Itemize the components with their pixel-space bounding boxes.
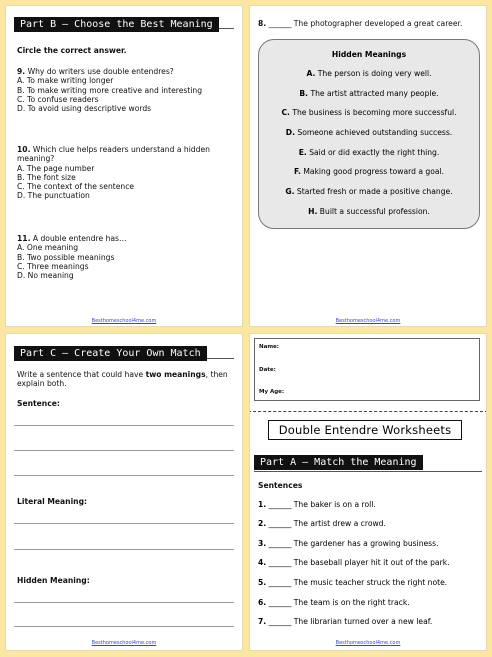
- writing-line[interactable]: [14, 475, 234, 476]
- part-c-instruction: Write a sentence that could have two meanings, then: [17, 370, 228, 379]
- worksheet-page-part-c: [5, 333, 243, 651]
- literal-meaning-label: Literal Meaning:: [17, 497, 88, 506]
- hidden-meaning-h: H. Built a successful profession.: [308, 207, 430, 216]
- part-b-header: Part B – Choose the Best Meaning: [14, 17, 219, 32]
- writing-line[interactable]: [14, 450, 234, 451]
- answer-blank[interactable]: ______: [268, 519, 292, 528]
- writing-line[interactable]: [14, 549, 234, 550]
- footer-link[interactable]: Besthomeschool4me.com: [335, 640, 401, 646]
- answer-blank[interactable]: ______: [268, 539, 292, 548]
- answer-blank[interactable]: ______: [268, 578, 292, 587]
- sentence-1: 1. ______ The baker is on a roll.: [258, 500, 376, 509]
- option[interactable]: C. The context of the sentence: [17, 182, 135, 192]
- question-text: A double entendre has…: [32, 234, 127, 243]
- writing-line[interactable]: [14, 425, 234, 426]
- sentence-6: 6. ______ The team is on the right track.: [258, 598, 410, 607]
- question-text: The photographer developed a great career.: [293, 19, 463, 28]
- sentences-label: Sentences: [258, 481, 303, 490]
- question-text: Why do writers use double entendres?: [27, 67, 174, 76]
- worksheet-page-hidden-meanings: [249, 5, 487, 327]
- option[interactable]: D. To avoid using descriptive words: [17, 104, 152, 114]
- question-number: 11.: [17, 234, 31, 243]
- writing-line[interactable]: [14, 523, 234, 524]
- hidden-meaning-a: A. The person is doing very well.: [306, 69, 432, 78]
- option[interactable]: A. To make writing longer: [17, 76, 114, 86]
- hidden-meaning-d: D. Someone achieved outstanding success.: [285, 128, 453, 137]
- sentence-5: 5. ______ The music teacher struck the right note.: [258, 578, 448, 587]
- hidden-meaning-b: B. The artist attracted many people.: [299, 89, 439, 98]
- hidden-meaning-e: E. Said or did exactly the right thing.: [298, 148, 440, 157]
- question-10: [17, 145, 210, 201]
- answer-blank[interactable]: ______: [268, 500, 292, 509]
- hidden-meaning-label: Hidden Meaning:: [17, 576, 90, 585]
- part-a-header: Part A – Match the Meaning: [254, 455, 423, 470]
- writing-line[interactable]: [14, 626, 234, 627]
- option[interactable]: B. Two possible meanings: [17, 252, 115, 262]
- date-field[interactable]: Date:: [259, 367, 276, 373]
- hidden-meaning-g: G. Started fresh or made a positive change.: [285, 187, 453, 196]
- answer-blank[interactable]: ______: [268, 617, 292, 626]
- worksheet-page-part-a: [249, 333, 487, 651]
- answer-blank[interactable]: ______: [268, 19, 292, 28]
- part-c-instruction-2: explain both.: [17, 379, 67, 388]
- question-number: 9.: [17, 67, 26, 76]
- writing-line[interactable]: [14, 602, 234, 603]
- sentence-3: 3. ______ The gardener has a growing business.: [258, 539, 439, 548]
- question-11: [17, 234, 127, 280]
- question-number: 10.: [17, 145, 31, 154]
- question-number: 8.: [258, 19, 267, 28]
- footer-link[interactable]: Besthomeschool4me.com: [91, 640, 157, 646]
- part-c-header: Part C – Create Your Own Match: [14, 346, 207, 361]
- option[interactable]: A. One meaning: [17, 243, 79, 253]
- sentence-7: 7. ______ The librarian turned over a new leaf.: [258, 617, 433, 626]
- answer-blank[interactable]: ______: [268, 558, 292, 567]
- dashed-divider: [249, 411, 487, 412]
- question-text: meaning?: [17, 154, 55, 164]
- hidden-meaning-c: C. The business is becoming more successful.: [281, 108, 457, 117]
- hidden-meanings-title: Hidden Meanings: [331, 50, 407, 59]
- sentence-4: 4. ______ The baseball player hit it out of the park.: [258, 558, 450, 567]
- question-9: [17, 67, 202, 113]
- worksheet-title: Double Entendre Worksheets: [268, 420, 462, 440]
- option[interactable]: D. No meaning: [17, 271, 74, 281]
- hidden-meaning-f: F. Making good progress toward a goal.: [293, 167, 445, 176]
- worksheet-page-part-b: [5, 5, 243, 327]
- name-field[interactable]: Name:: [259, 344, 279, 350]
- question-text: Which clue helps readers understand a hidden: [32, 145, 210, 154]
- answer-blank[interactable]: ______: [268, 598, 292, 607]
- footer-link[interactable]: Besthomeschool4me.com: [335, 318, 401, 324]
- question-8: [258, 19, 462, 28]
- student-info-box: [254, 338, 480, 401]
- footer-link[interactable]: Besthomeschool4me.com: [91, 318, 157, 324]
- hidden-meanings-box: [258, 39, 480, 229]
- sentence-label: Sentence:: [17, 399, 60, 408]
- age-field[interactable]: My Age:: [259, 389, 285, 395]
- header-rule: [254, 471, 482, 472]
- option[interactable]: D. The punctuation: [17, 191, 90, 201]
- part-b-instruction: Circle the correct answer.: [17, 46, 127, 55]
- option[interactable]: C. Three meanings: [17, 261, 89, 271]
- sentence-2: 2. ______ The artist drew a crowd.: [258, 519, 386, 528]
- option[interactable]: B. To make writing more creative and interesting: [17, 85, 203, 95]
- option[interactable]: C. To confuse readers: [17, 94, 99, 104]
- option[interactable]: A. The page number: [17, 163, 95, 173]
- option[interactable]: B. The font size: [17, 172, 76, 182]
